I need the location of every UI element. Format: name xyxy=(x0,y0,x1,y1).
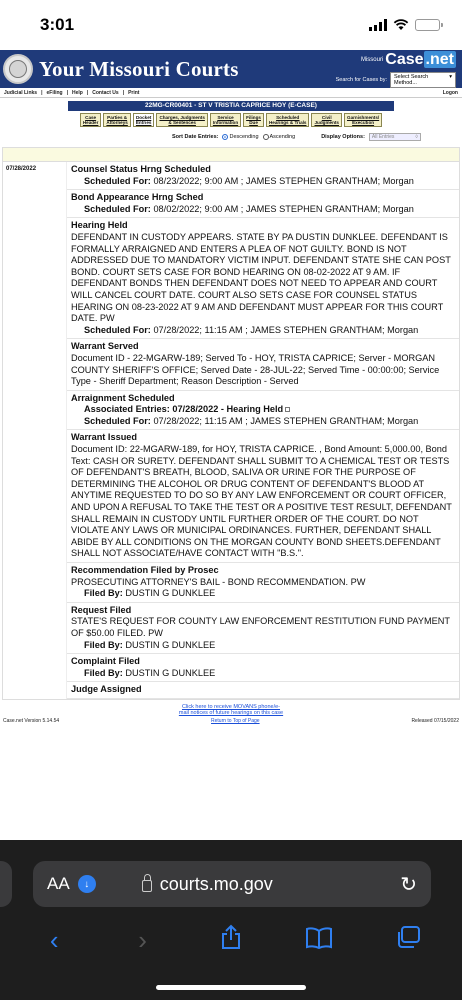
tab-filings[interactable]: Filings Due xyxy=(243,113,264,127)
entry-title: Warrant Served xyxy=(71,341,139,352)
tab-scheduled[interactable]: Scheduled Hearings & Trials xyxy=(266,113,310,127)
docket-entry xyxy=(67,218,459,339)
tab-civil[interactable]: Civil Judgments xyxy=(311,113,342,127)
sort-label: Sort Date Entries: xyxy=(172,134,219,140)
docket-entry xyxy=(67,563,459,603)
entry-text: DEFENDANT IN CUSTODY APPEARS. STATE BY PA DUSTIN DUNKLEE. DEFENDANT IS FORMALLY ARRAIGNED AND ENTERS A PLEA OF NOT GUILTY. BOND IS NOT ADDRESSED DUE TO MANDATORY VICTIM INPUT. DEFENDANT STATE SHE CAN POST BOND. COURT SETS CASE FOR BOND HEARING ON 08-02-2022 AT 9 AM. IF DEFENDANT BONDS THEN DEFENDANT DOES NOT NEED TO APPEAR AND COURT WILL CANCEL COURT DATE. COURT ALSO SETS CASE FOR COUNSEL STATUS HEARING ON 08-23-2022 AT 9 AM AND DEFENDANT MUST APPEAR FOR THIS COURT DATE. PW xyxy=(71,231,451,324)
search-method-row xyxy=(336,72,456,88)
entry-detail: Scheduled For: 08/23/2022; 9:00 AM ; JAMES STEPHEN GRANTHAM; Morgan xyxy=(84,175,414,186)
site-banner xyxy=(0,50,462,88)
entry-title: Warrant Issued xyxy=(71,432,138,443)
entry-title: Counsel Status Hrng Scheduled xyxy=(71,164,211,174)
entry-text: STATE'S REQUEST FOR COUNTY LAW ENFORCEMENT RESTITUTION FUND PAYMENT OF $50.00 FILED. PW xyxy=(71,616,450,638)
version-text: Case.net Version 5.14.54 xyxy=(3,717,60,724)
docket-entry xyxy=(67,603,459,654)
site-brand[interactable]: Your Missouri Courts xyxy=(39,56,239,81)
radio-selected-icon xyxy=(222,134,228,140)
state-seal-icon xyxy=(3,54,33,84)
nav-link[interactable]: Judicial Links xyxy=(4,89,38,96)
docket-entry xyxy=(67,391,459,431)
return-to-top-link[interactable]: Return to Top of Page xyxy=(211,717,260,724)
lock-icon xyxy=(142,880,152,892)
nav-link[interactable]: eFiling xyxy=(46,89,63,96)
nav-separator: | xyxy=(66,89,69,96)
sort-row xyxy=(0,133,462,141)
casenet-logo[interactable]: $^{Missouri}$ Case .net xyxy=(360,51,454,68)
docket-entry xyxy=(67,430,459,563)
bookmarks-icon[interactable] xyxy=(299,925,339,956)
docket-entries xyxy=(67,162,459,699)
docket-table xyxy=(2,147,460,700)
docket-header-strip xyxy=(3,148,459,162)
previous-tab-stub[interactable] xyxy=(0,861,12,907)
entry-title: Hearing Held xyxy=(71,220,128,231)
display-options-label: Display Options: xyxy=(321,134,365,140)
tab-case[interactable]: Case Header xyxy=(80,113,102,127)
status-icons xyxy=(369,19,440,31)
share-icon[interactable] xyxy=(211,924,251,957)
docket-entry xyxy=(67,190,459,218)
entry-detail: Filed By: DUSTIN G DUNKLEE xyxy=(84,639,216,650)
docket-date: 07/28/2022 xyxy=(3,162,67,699)
nav-separator: | xyxy=(41,89,43,96)
entry-title: Complaint Filed xyxy=(71,656,140,667)
entry-detail: Scheduled For: 07/28/2022; 11:15 AM ; JAMES STEPHEN GRANTHAM; Morgan xyxy=(84,324,419,335)
tab-docket[interactable]: Docket Entries xyxy=(133,113,155,127)
entry-text: Document ID: 22-MGARW-189, for HOY, TRISTA CAPRICE. , Bond Amount: 5,000.00, Bond Text: CASH OR SURETY. DEFENDANT SHALL SUBMIT TO A CHEMICAL TEST OR TESTS OF DEFENDANT'S BREATH, BLOOD, SALIVA OR URINE FOR THE PURPOSE OF DETERMINING THE ALCOHOL OR DRUG CONTENT OF DEFENDANT'S BLOOD AT ANYTIME REQUESTED TO DO SO BY ANY LAW ENFORCEMENT OR COURT OFFICER, AND UPON A REFUSAL TO TAKE THE TEST OR A POSITIVE TEST RESULT, DEFENDANT SHALL REMAIN IN CUSTODY UNTIL FURTHER ORDER OF THE COURT. DO NOT VIOLATE ANY LAWS OR MUNICIPAL ORDINANCES. FURTHER, DEFENDANT SHALL ABIDE BY ALL CONDITIONS ON THE MORGAN COUNTY BOND SHEETS.DEFENDANT SHALL NOT ASSOCIATE/HAVE CONTACT WITH "B.S.". xyxy=(71,444,452,559)
docket-entry xyxy=(67,339,459,390)
released-text: Released 07/15/2022 xyxy=(411,717,459,724)
chevron-down-icon: ▾ xyxy=(449,74,452,80)
top-nav xyxy=(0,88,462,98)
tabs-icon[interactable] xyxy=(388,925,428,956)
sort-descending-option[interactable]: Descending xyxy=(222,134,258,140)
entry-detail: Scheduled For: 08/02/2022; 9:00 AM ; JAMES STEPHEN GRANTHAM; Morgan xyxy=(84,203,414,214)
expand-icon[interactable] xyxy=(285,407,290,412)
entry-detail: Filed By: DUSTIN G DUNKLEE xyxy=(84,667,216,678)
nav-link[interactable]: Print xyxy=(128,89,140,96)
browser-chrome xyxy=(0,840,462,1000)
logon-link[interactable]: Logon xyxy=(442,89,458,96)
search-label: Search for Cases by: xyxy=(335,77,387,83)
search-method-select[interactable]: Select Search Method... ▾ xyxy=(390,72,456,88)
entry-text: PROSECUTING ATTORNEY'S BAIL - BOND RECOMMENDATION. PW xyxy=(71,576,366,587)
tab-charges-judgments[interactable]: Charges, Judgments & Sentences xyxy=(156,113,207,127)
home-indicator xyxy=(156,985,306,990)
reader-text-size-button[interactable]: AA xyxy=(47,874,70,893)
tab-parties[interactable]: Parties & Attorneys xyxy=(103,113,130,127)
nav-link[interactable]: Contact Us xyxy=(92,89,119,96)
download-icon[interactable]: ↓ xyxy=(78,875,96,893)
nav-separator: | xyxy=(86,89,89,96)
nav-link[interactable]: Help xyxy=(72,89,83,96)
docket-entry xyxy=(67,162,459,190)
case-tabs xyxy=(0,113,462,127)
signal-icon xyxy=(369,19,387,31)
top-nav-links xyxy=(4,90,139,96)
tab-service[interactable]: Service Information xyxy=(210,113,241,127)
entry-title: Bond Appearance Hrng Sched xyxy=(71,192,204,203)
tab-garnishments[interactable]: Garnishments/ Execution xyxy=(344,113,382,127)
status-bar xyxy=(0,0,462,50)
sort-ascending-option[interactable]: Ascending xyxy=(263,134,296,140)
entry-detail: Scheduled For: 07/28/2022; 11:15 AM ; JAMES STEPHEN GRANTHAM; Morgan xyxy=(84,415,419,426)
entry-detail: Filed By: DUSTIN G DUNKLEE xyxy=(84,588,216,599)
entry-title: Recommendation Filed by Prosec xyxy=(71,565,219,575)
status-time: 3:01 xyxy=(40,15,75,34)
address-bar[interactable] xyxy=(33,861,431,907)
docket-entry xyxy=(67,682,459,699)
court-site xyxy=(0,50,462,840)
radio-empty-icon xyxy=(263,134,269,140)
back-icon[interactable]: ‹ xyxy=(49,924,59,955)
docket-entry xyxy=(67,654,459,682)
forward-icon[interactable]: › xyxy=(138,924,147,955)
entry-text: Document ID - 22-MGARW-189; Served To - HOY, TRISTA CAPRICE; Server - MORGAN COUNTY SHERIFF'S OFFICE; Served Date - 28-JUL-22; Served Time - 00:00:00; Service Type - Sheriff Department; Reason Description - Served xyxy=(71,352,440,387)
entry-title: Arraignment Scheduled xyxy=(71,392,175,403)
nav-separator: | xyxy=(122,89,125,96)
casenet-area xyxy=(336,52,456,88)
docket-date-group xyxy=(3,162,459,699)
case-title: 22MG-CR00401 - ST V TRISTIA CAPRICE HOY (E-CASE) xyxy=(68,101,394,111)
battery-icon xyxy=(415,19,440,31)
reload-icon[interactable]: ↻ xyxy=(400,873,417,896)
movans-notice-link[interactable]: Click here to receive MOVANS phone/e- mail notices of future hearings on this case xyxy=(178,703,284,716)
entry-title: Request Filed xyxy=(71,604,132,615)
url-field[interactable]: courts.mo.gov xyxy=(142,874,273,895)
entry-title: Judge Assigned xyxy=(71,684,142,695)
site-footer xyxy=(0,718,462,724)
associated-entries-link[interactable]: Associated Entries: 07/28/2022 - Hearing Held xyxy=(71,404,456,416)
chevron-down-icon: ◊ xyxy=(415,134,418,140)
display-options-select[interactable]: All Entries ◊ xyxy=(369,133,421,141)
browser-toolbar xyxy=(0,922,462,958)
wifi-icon xyxy=(393,19,409,31)
